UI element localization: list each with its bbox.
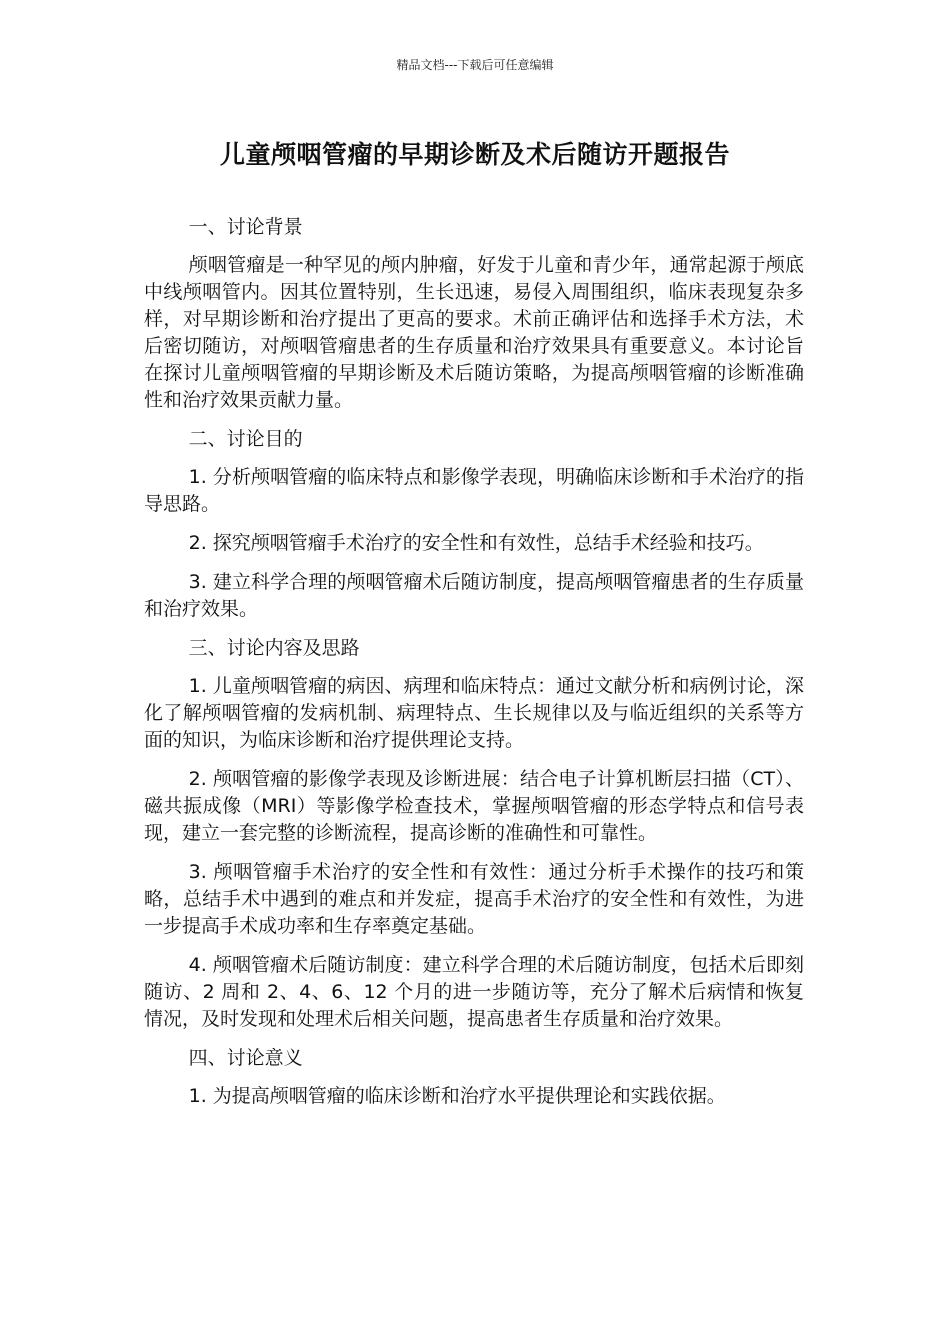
content-item-3: 3. 颅咽管瘤手术治疗的安全性和有效性：通过分析手术操作的技巧和策略，总结手术中遇到的难点和并发症，提高手术治疗的安全性和有效性，为进一步提高手术成功率和生存率奠定基础。 [144,861,804,937]
content-item-4: 4. 颅咽管瘤术后随访制度：建立科学合理的术后随访制度，包括术后即刻随访、2 周和 2、4、6、12 个月的进一步随访等，充分了解术后病情和恢复情况，及时发现和处理术后相关问题，提高患者生存质量和治疗效果。 [144,954,804,1030]
purpose-item-1: 1. 分析颅咽管瘤的临床特点和影像学表现，明确临床诊断和手术治疗的指导思路。 [144,466,804,515]
section-heading-purpose: 二、讨论目的 [188,428,303,450]
purpose-item-3: 3. 建立科学合理的颅咽管瘤术后随访制度，提高颅咽管瘤患者的生存质量和治疗效果。 [144,571,804,620]
section-heading-background: 一、讨论背景 [188,216,303,238]
purpose-item-2: 2. 探究颅咽管瘤手术治疗的安全性和有效性，总结手术经验和技巧。 [188,532,764,554]
page-header-note: 精品文档---下载后可任意编辑 [396,58,554,72]
content-item-1: 1. 儿童颅咽管瘤的病因、病理和临床特点：通过文献分析和病例讨论，深化了解颅咽管瘤的发病机制、病理特点、生长规律以及与临近组织的关系等方面的知识，为临床诊断和治疗提供理论支持。 [144,675,804,751]
section-heading-significance: 四、讨论意义 [188,1047,303,1069]
section-heading-content: 三、讨论内容及思路 [188,637,360,659]
document-title: 儿童颅咽管瘤的早期诊断及术后随访开题报告 [219,140,730,169]
background-paragraph: 颅咽管瘤是一种罕见的颅内肿瘤，好发于儿童和青少年，通常起源于颅底中线颅咽管内。因其位置特别，生长迅速，易侵入周围组织，临床表现复杂多样，对早期诊断和治疗提出了更高的要求。术前正确评估和选择手术方法，术后密切随访，对颅咽管瘤患者的生存质量和治疗效果具有重要意义。本讨论旨在探讨儿童颅咽管瘤的早期诊断及术后随访策略，为提高颅咽管瘤的诊断准确性和治疗效果贡献力量。 [144,254,804,411]
document-body [144,214,804,1122]
content-item-2: 2. 颅咽管瘤的影像学表现及诊断进展：结合电子计算机断层扫描（CT）、磁共振成像（MRI）等影像学检查技术，掌握颅咽管瘤的形态学特点和信号表现，建立一套完整的诊断流程，提高诊断的准确性和可靠性。 [144,768,804,844]
significance-item-1: 1. 为提高颅咽管瘤的临床诊断和治疗水平提供理论和实践依据。 [188,1085,726,1107]
